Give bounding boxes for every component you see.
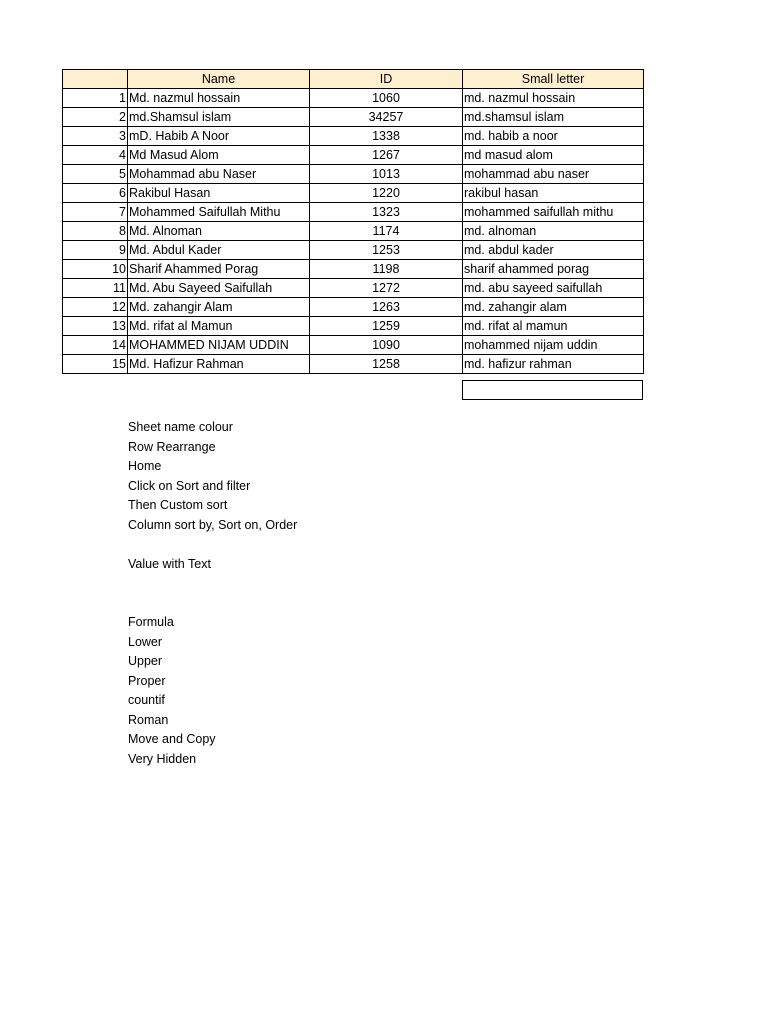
small-letter-cell[interactable]: md masud alom xyxy=(463,146,644,165)
table-row xyxy=(63,241,644,260)
small-letter-cell[interactable]: md. zahangir alam xyxy=(463,298,644,317)
id-cell[interactable]: 1220 xyxy=(310,184,463,203)
id-cell[interactable]: 1323 xyxy=(310,203,463,222)
table-row xyxy=(63,279,644,298)
name-cell[interactable]: Sharif Ahammed Porag xyxy=(128,260,310,279)
small-letter-cell[interactable]: sharif ahammed porag xyxy=(463,260,644,279)
id-cell[interactable]: 1253 xyxy=(310,241,463,260)
small-letter-cell[interactable]: md. abdul kader xyxy=(463,241,644,260)
name-cell[interactable]: Mohammad abu Naser xyxy=(128,165,310,184)
table-row xyxy=(63,165,644,184)
table-row xyxy=(63,108,644,127)
id-cell[interactable]: 1259 xyxy=(310,317,463,336)
note-line: Value with Text xyxy=(128,556,211,571)
row-number-cell[interactable]: 6 xyxy=(63,184,128,203)
name-cell[interactable]: Md. Abdul Kader xyxy=(128,241,310,260)
id-cell[interactable]: 1013 xyxy=(310,165,463,184)
row-number-cell[interactable]: 1 xyxy=(63,89,128,108)
small-letter-cell[interactable]: mohammed saifullah mithu xyxy=(463,203,644,222)
id-cell[interactable]: 1060 xyxy=(310,89,463,108)
row-number-cell[interactable]: 15 xyxy=(63,355,128,374)
small-letter-cell[interactable]: md. alnoman xyxy=(463,222,644,241)
note-line: Row Rearrange xyxy=(128,439,216,454)
name-cell[interactable]: Md. nazmul hossain xyxy=(128,89,310,108)
note-line: Sheet name colour xyxy=(128,420,233,434)
id-cell[interactable]: 1267 xyxy=(310,146,463,165)
note-line xyxy=(128,574,428,594)
note-line: Upper xyxy=(128,654,163,668)
row-number-cell[interactable]: 14 xyxy=(63,336,128,355)
name-cell[interactable]: Md. rifat al Mamun xyxy=(128,317,310,336)
note-line: Very Hidden xyxy=(128,751,197,766)
small-letter-cell[interactable]: mohammed nijam uddin xyxy=(463,336,644,355)
note-line xyxy=(128,594,428,614)
table-row xyxy=(63,317,644,336)
id-cell[interactable]: 1272 xyxy=(310,279,463,298)
table-body xyxy=(63,89,644,374)
name-cell[interactable]: md.Shamsul islam xyxy=(128,108,310,127)
name-cell[interactable]: Md. Hafizur Rahman xyxy=(128,355,310,374)
name-cell[interactable]: mD. Habib A Noor xyxy=(128,127,310,146)
row-number-cell[interactable]: 10 xyxy=(63,260,128,279)
id-cell[interactable]: 1090 xyxy=(310,336,463,355)
small-letter-cell[interactable]: rakibul hasan xyxy=(463,184,644,203)
id-cell[interactable]: 1263 xyxy=(310,298,463,317)
note-line: Click on Sort and filter xyxy=(128,478,251,493)
row-number-cell[interactable]: 9 xyxy=(63,241,128,260)
data-table xyxy=(62,69,644,374)
name-cell[interactable]: Md. Alnoman xyxy=(128,222,310,241)
note-line: Then Custom sort xyxy=(128,498,228,512)
table-row xyxy=(63,222,644,241)
header-cell-index[interactable] xyxy=(63,70,128,89)
id-cell[interactable]: 1174 xyxy=(310,222,463,241)
name-cell[interactable]: MOHAMMED NIJAM UDDIN xyxy=(128,336,310,355)
empty-cell[interactable] xyxy=(462,380,643,400)
note-line: Home xyxy=(128,459,162,473)
table-row xyxy=(63,184,644,203)
note-line: Column sort by, Sort on, Order xyxy=(128,517,298,532)
note-line xyxy=(128,535,428,555)
header-row xyxy=(63,70,644,89)
note-line: Lower xyxy=(128,634,163,649)
row-number-cell[interactable]: 5 xyxy=(63,165,128,184)
note-line: Roman xyxy=(128,712,169,727)
name-cell[interactable]: Rakibul Hasan xyxy=(128,184,310,203)
small-letter-cell[interactable]: mohammad abu naser xyxy=(463,165,644,184)
table-row xyxy=(63,298,644,317)
notes-list xyxy=(128,418,428,769)
note-line: Move and Copy xyxy=(128,732,216,746)
header-cell-name[interactable]: Name xyxy=(128,70,310,89)
note-line: Proper xyxy=(128,673,166,688)
name-cell[interactable]: Md. Abu Sayeed Saifullah xyxy=(128,279,310,298)
header-cell-id[interactable]: ID xyxy=(310,70,463,89)
note-line: Formula xyxy=(128,615,174,629)
table-row xyxy=(63,146,644,165)
small-letter-cell[interactable]: md. hafizur rahman xyxy=(463,355,644,374)
small-letter-cell[interactable]: md. abu sayeed saifullah xyxy=(463,279,644,298)
table-row xyxy=(63,355,644,374)
name-cell[interactable]: Md. zahangir Alam xyxy=(128,298,310,317)
row-number-cell[interactable]: 2 xyxy=(63,108,128,127)
small-letter-cell[interactable]: md. habib a noor xyxy=(463,127,644,146)
small-letter-cell[interactable]: md. nazmul hossain xyxy=(463,89,644,108)
small-letter-cell[interactable]: md. rifat al mamun xyxy=(463,317,644,336)
small-letter-cell[interactable]: md.shamsul islam xyxy=(463,108,644,127)
id-cell[interactable]: 1258 xyxy=(310,355,463,374)
id-cell[interactable]: 1198 xyxy=(310,260,463,279)
table-row xyxy=(63,89,644,108)
table-row xyxy=(63,203,644,222)
table-row xyxy=(63,127,644,146)
id-cell[interactable]: 1338 xyxy=(310,127,463,146)
table-row xyxy=(63,336,644,355)
row-number-cell[interactable]: 3 xyxy=(63,127,128,146)
row-number-cell[interactable]: 7 xyxy=(63,203,128,222)
row-number-cell[interactable]: 4 xyxy=(63,146,128,165)
row-number-cell[interactable]: 12 xyxy=(63,298,128,317)
row-number-cell[interactable]: 11 xyxy=(63,279,128,298)
name-cell[interactable]: Md Masud Alom xyxy=(128,146,310,165)
id-cell[interactable]: 34257 xyxy=(310,108,463,127)
header-cell-small-letter[interactable]: Small letter xyxy=(463,70,644,89)
name-cell[interactable]: Mohammed Saifullah Mithu xyxy=(128,203,310,222)
row-number-cell[interactable]: 13 xyxy=(63,317,128,336)
note-line: countif xyxy=(128,693,165,707)
row-number-cell[interactable]: 8 xyxy=(63,222,128,241)
table-row xyxy=(63,260,644,279)
